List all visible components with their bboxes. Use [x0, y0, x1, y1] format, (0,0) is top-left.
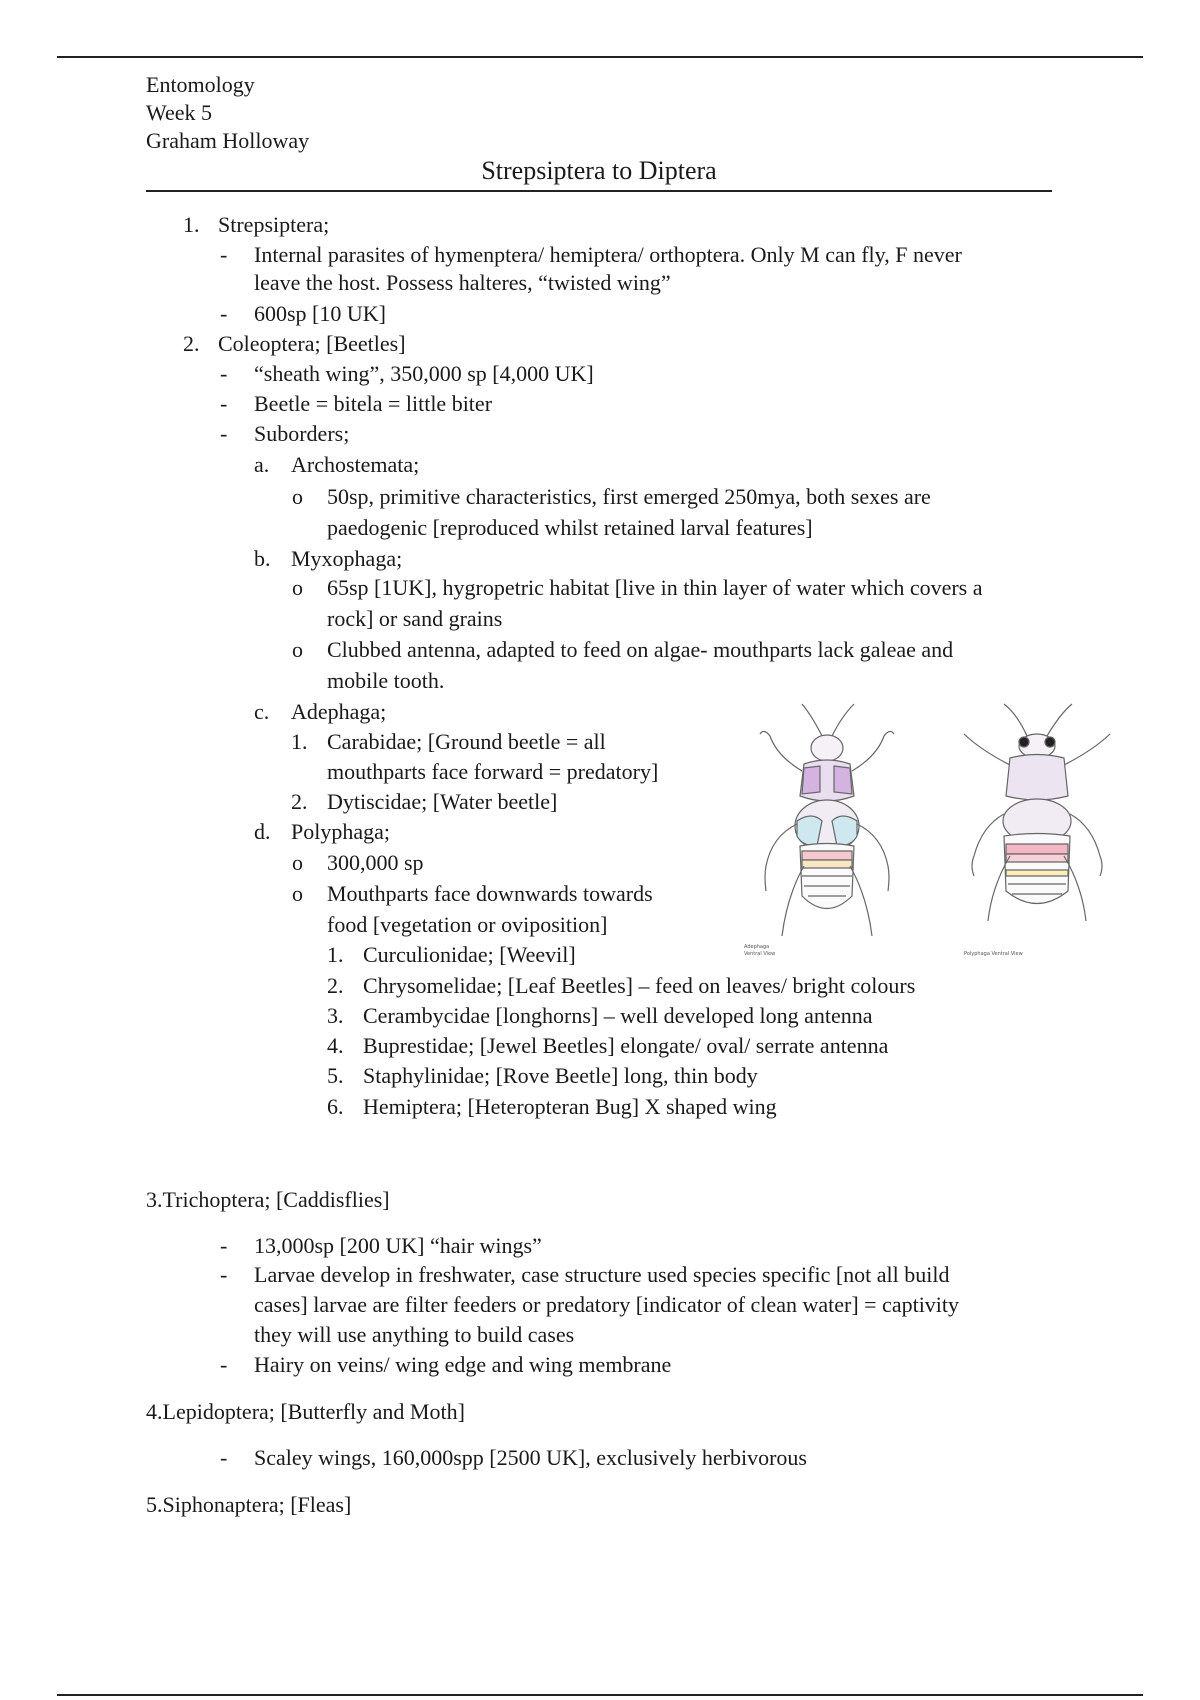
list-item: 600sp [10 UK] — [254, 301, 386, 326]
list-item: 65sp [1UK], hygropetric habitat [live in thin layer of water which covers a — [327, 575, 983, 600]
list-number: 2. — [291, 789, 308, 814]
bullet-dash: - — [220, 1233, 228, 1258]
bullet-dash: - — [220, 1262, 228, 1287]
list-item: Chrysomelidae; [Leaf Beetles] – feed on leaves/ bright colours — [363, 973, 916, 998]
list-item: cases] larvae are filter feeders or predatory [indicator of clean water] = captivity — [254, 1292, 960, 1317]
list-item: Scaley wings, 160,000spp [2500 UK], exclusively herbivorous — [254, 1445, 807, 1470]
list-number: 1. — [183, 212, 200, 237]
list-item: Larvae develop in freshwater, case structure used species specific [not all build — [254, 1262, 950, 1287]
bullet-dash: - — [220, 1352, 228, 1377]
list-item: Clubbed antenna, adapted to feed on algae- mouthparts lack galeae and — [327, 637, 954, 662]
bullet-dash: - — [220, 421, 228, 446]
page-title: Strepsiptera to Diptera — [481, 156, 717, 185]
list-item: Curculionidae; [Weevil] — [363, 942, 576, 967]
figure-label: Adephaga — [744, 944, 770, 950]
list-number: 1. — [291, 729, 308, 754]
week-label: Week 5 — [146, 100, 213, 125]
list-item: Beetle = bitela = little biter — [254, 391, 493, 416]
subsection-heading: Myxophaga; — [291, 546, 403, 571]
list-item: Carabidae; [Ground beetle = all — [327, 729, 606, 754]
course-name: Entomology — [146, 72, 255, 97]
bullet-dash: - — [220, 361, 228, 386]
subsection-heading: Archostemata; — [291, 452, 420, 477]
list-item: 50sp, primitive characteristics, first emerged 250mya, both sexes are — [327, 484, 931, 509]
list-number: 4. — [327, 1033, 344, 1058]
bullet-circle: o — [292, 850, 303, 875]
list-letter: d. — [254, 819, 271, 844]
list-item: Suborders; — [254, 421, 350, 446]
list-item: Hemiptera; [Heteropteran Bug] X shaped wing — [363, 1094, 777, 1119]
bullet-dash: - — [220, 391, 228, 416]
list-number: 2. — [183, 331, 200, 356]
list-number: 1. — [327, 942, 344, 967]
beetle-diagram — [742, 696, 1152, 966]
list-letter: b. — [254, 546, 271, 571]
title-rule — [146, 190, 1052, 192]
list-item: rock] or sand grains — [327, 606, 503, 631]
list-item: mobile tooth. — [327, 668, 445, 693]
bullet-circle: o — [292, 637, 303, 662]
list-item: Hairy on veins/ wing edge and wing membrane — [254, 1352, 672, 1377]
section-heading: 5.Siphonaptera; [Fleas] — [146, 1492, 352, 1517]
polyphaga-beetle-drawing — [964, 704, 1110, 921]
section-heading: Strepsiptera; — [218, 212, 330, 237]
subsection-heading: Polyphaga; — [291, 819, 390, 844]
author-name: Graham Holloway — [146, 128, 310, 153]
section-heading: Coleoptera; [Beetles] — [218, 331, 406, 356]
bullet-dash: - — [220, 1445, 228, 1470]
list-item: 300,000 sp — [327, 850, 424, 875]
bullet-dash: - — [220, 301, 228, 326]
section-heading: 3.Trichoptera; [Caddisflies] — [146, 1187, 390, 1212]
bullet-dash: - — [220, 242, 228, 267]
bullet-circle: o — [292, 484, 303, 509]
list-item: Dytiscidae; [Water beetle] — [327, 789, 558, 814]
list-item: Cerambycidae [longhorns] – well developed long antenna — [363, 1003, 873, 1028]
bullet-circle: o — [292, 575, 303, 600]
beetle-ventral-figure — [742, 696, 1152, 971]
list-item: mouthparts face forward = predatory] — [327, 759, 659, 784]
section-heading: 4.Lepidoptera; [Butterfly and Moth] — [146, 1399, 465, 1424]
list-item: Internal parasites of hymenptera/ hemiptera/ orthoptera. Only M can fly, F never — [254, 242, 962, 267]
list-item: Mouthparts face downwards towards — [327, 881, 653, 906]
list-item: “sheath wing”, 350,000 sp [4,000 UK] — [254, 361, 594, 386]
list-item: paedogenic [reproduced whilst retained larval features] — [327, 515, 813, 540]
list-number: 2. — [327, 973, 344, 998]
figure-label: Polyphaga Ventral View — [964, 951, 1023, 957]
figure-label: Ventral View — [744, 951, 776, 957]
list-number: 5. — [327, 1063, 344, 1088]
list-number: 3. — [327, 1003, 344, 1028]
subsection-heading: Adephaga; — [291, 699, 387, 724]
list-item: Staphylinidae; [Rove Beetle] long, thin body — [363, 1063, 758, 1088]
top-rule — [57, 56, 1143, 58]
list-letter: a. — [254, 452, 270, 477]
list-item: 13,000sp [200 UK] “hair wings” — [254, 1233, 542, 1258]
list-number: 6. — [327, 1094, 344, 1119]
list-item: Buprestidae; [Jewel Beetles] elongate/ oval/ serrate antenna — [363, 1033, 889, 1058]
adephaga-beetle-drawing — [760, 704, 894, 936]
bullet-circle: o — [292, 881, 303, 906]
list-item: food [vegetation or oviposition] — [327, 912, 608, 937]
list-item: they will use anything to build cases — [254, 1322, 575, 1347]
bottom-rule — [57, 1694, 1143, 1696]
list-letter: c. — [254, 699, 270, 724]
list-item: leave the host. Possess halteres, “twisted wing” — [254, 270, 671, 295]
